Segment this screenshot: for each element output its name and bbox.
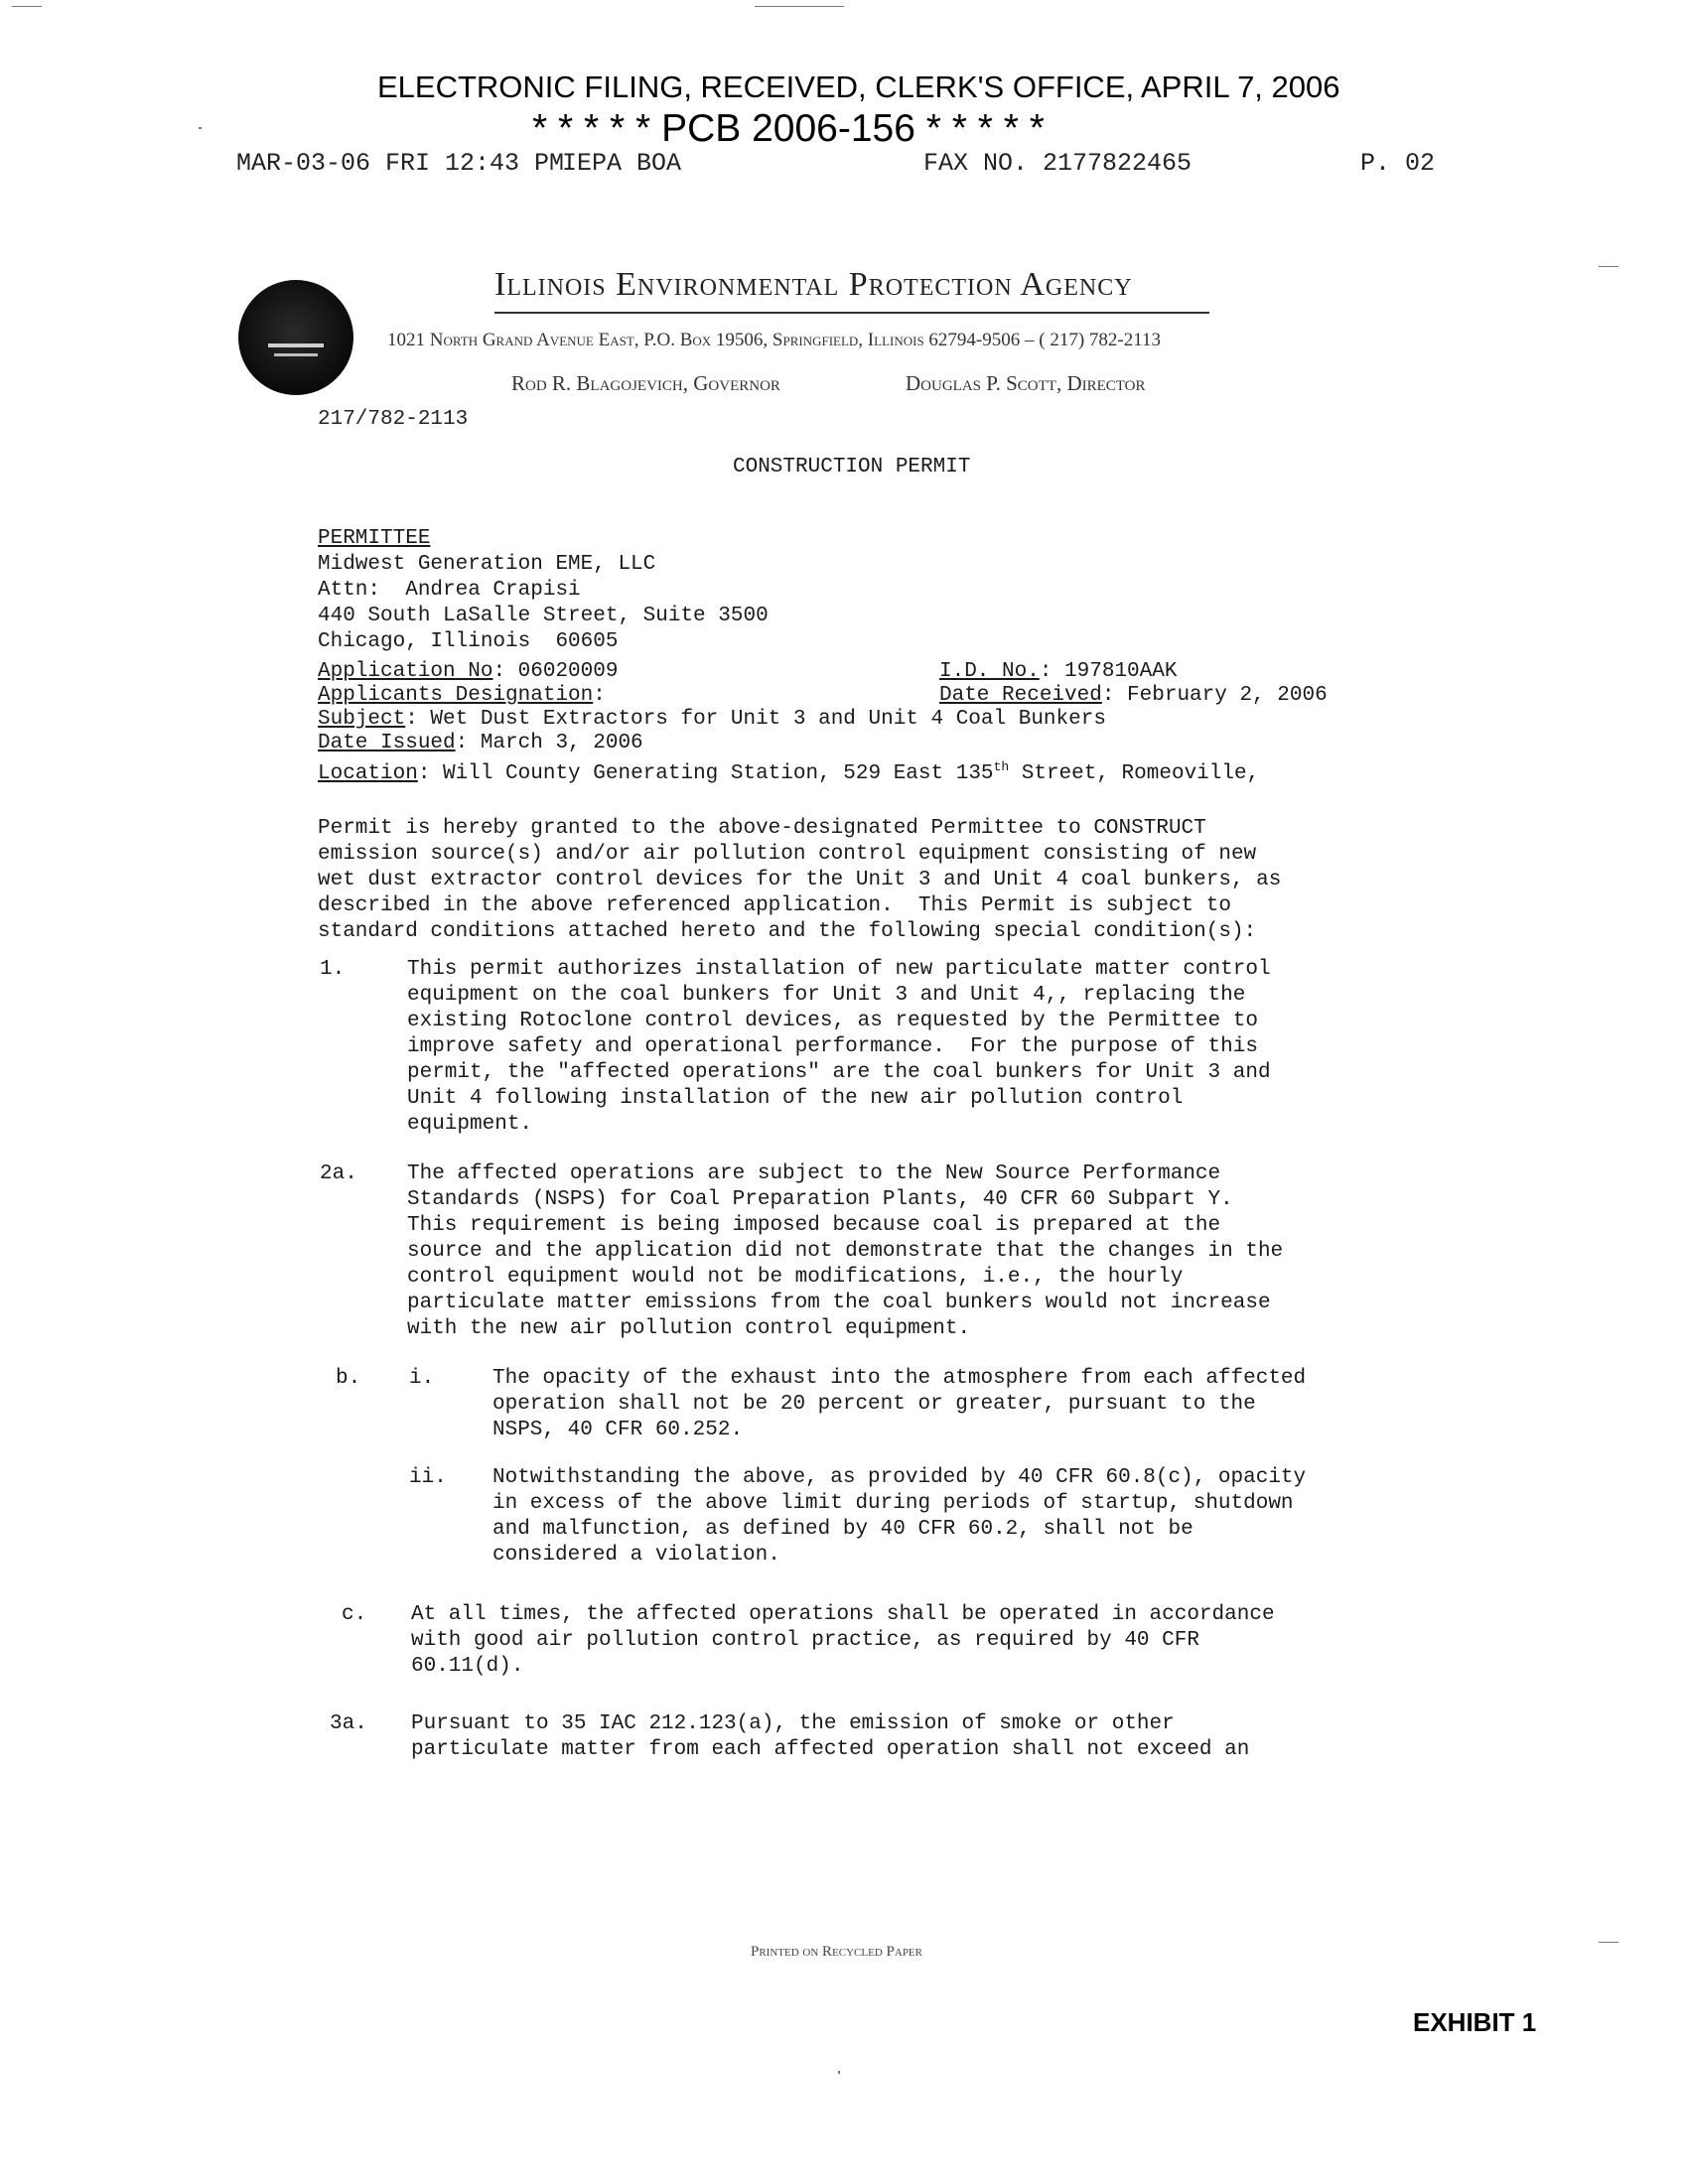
condition-b-ii-text (492, 1465, 1306, 1569)
condition-line: control equipment would not be modifications, i.e., the hourly (407, 1266, 1184, 1289)
permittee-attn: Attn: Andrea Crapisi (318, 579, 581, 602)
received-value: : February 2, 2006 (1101, 684, 1328, 707)
condition-line: permit, the "affected operations" are the coal bunkers for Unit 3 and (407, 1061, 1271, 1084)
id-label: I.D. No. (939, 660, 1040, 683)
id-value: : 197810AAK (1039, 660, 1178, 683)
permittee-name: Midwest Generation EME, LLC (318, 553, 656, 576)
condition-line: 60.11(d). (411, 1655, 524, 1678)
intro-line: wet dust extractor control devices for the Unit 3 and Unit 4 coal bunkers, as (318, 869, 1282, 891)
condition-line: equipment. (407, 1113, 533, 1136)
condition-line: improve safety and operational performance. For the purpose of this (407, 1035, 1258, 1058)
subject (318, 707, 1106, 733)
permittee-block (318, 526, 769, 655)
condition-line: Pursuant to 35 IAC 212.123(a), the emission of smoke or other (411, 1712, 1175, 1735)
date-received (939, 683, 1328, 709)
filing-stamp: ELECTRONIC FILING, RECEIVED, CLERK'S OFFICE, APRIL 7, 2006 (377, 69, 1340, 104)
id-number (939, 659, 1177, 685)
fax-office: IEPA BOA (562, 149, 682, 178)
condition-line: source and the application did not demonstrate that the changes in the (407, 1240, 1284, 1263)
exhibit-label: EXHIBIT 1 (1413, 2007, 1537, 2037)
intro-line: Permit is hereby granted to the above-designated Permittee to CONSTRUCT (318, 817, 1206, 840)
fax-page: P. 02 (1360, 149, 1436, 178)
intro-line: emission source(s) and/or air pollution control equipment consisting of new (318, 843, 1257, 866)
fax-datetime: MAR-03-06 FRI 12:43 PM (236, 149, 565, 178)
recycled-paper-note: Printed on Recycled Paper (751, 1944, 922, 1960)
permittee-street: 440 South LaSalle Street, Suite 3500 (318, 605, 769, 627)
condition-line: particulate matter from each affected operation shall not exceed an (411, 1738, 1250, 1761)
location-value: : Will County Generating Station, 529 East 135 (417, 762, 994, 785)
condition-c-number: c. (342, 1603, 367, 1626)
permittee-heading: PERMITTEE (318, 527, 431, 550)
intro-line: standard conditions attached hereto and the following special condition(s): (318, 920, 1257, 943)
condition-1-text (407, 957, 1271, 1138)
condition-2a-number: 2a. (320, 1162, 357, 1185)
subject-label: Subject (318, 708, 406, 731)
location (318, 754, 1259, 787)
condition-line: operation shall not be 20 percent or greater, pursuant to the (492, 1393, 1256, 1416)
intro-line: described in the above referenced application. This Permit is subject to (318, 894, 1231, 917)
agency-address: 1021 North Grand Avenue East, P.O. Box 19506, Springfield, Illinois 62794-9506 – ( 217) 782-2113 (387, 330, 1162, 350)
scan-speck (755, 6, 844, 7)
document-title: CONSTRUCTION PERMIT (733, 456, 971, 478)
scan-speck (1599, 1942, 1618, 1943)
letterhead-rule (494, 312, 1209, 314)
fax-number: FAX NO. 2177822465 (923, 149, 1193, 178)
condition-3a-number: 3a. (330, 1712, 367, 1735)
condition-line: with good air pollution control practice, as required by 40 CFR (411, 1629, 1199, 1652)
condition-line: NSPS, 40 CFR 60.252. (492, 1419, 744, 1441)
scan-speck (1599, 266, 1618, 267)
agency-name: Illinois Environmental Protection Agency (494, 266, 1133, 303)
designation-value: : (593, 684, 606, 707)
condition-3a-text (411, 1711, 1249, 1763)
scan-speck (12, 6, 42, 7)
condition-line: considered a violation. (492, 1544, 780, 1567)
location-superscript: th (993, 759, 1010, 774)
application-value: : 06020009 (492, 660, 619, 683)
condition-line: with the new air pollution control equipment. (407, 1317, 971, 1340)
condition-line: and malfunction, as defined by 40 CFR 60.2, shall not be (492, 1518, 1193, 1541)
contact-phone: 217/782-2113 (318, 408, 469, 431)
condition-b-i-number: i. (409, 1367, 435, 1390)
condition-line: equipment on the coal bunkers for Unit 3 and Unit 4,, replacing the (407, 984, 1246, 1007)
subject-value: : Wet Dust Extractors for Unit 3 and Unit 4 Coal Bunkers (405, 708, 1106, 731)
location-value-rest: Street, Romeoville, (1009, 762, 1260, 785)
condition-line: At all times, the affected operations shall be operated in accordance (411, 1603, 1275, 1626)
condition-b-i-text (492, 1366, 1306, 1443)
location-label: Location (318, 762, 418, 785)
scan-speck (199, 127, 202, 129)
permittee-city: Chicago, Illinois 60605 (318, 630, 619, 653)
condition-1-number: 1. (320, 958, 346, 981)
condition-c-text (411, 1602, 1275, 1680)
condition-line: in excess of the above limit during periods of startup, shutdown (492, 1492, 1294, 1515)
condition-line: Standards (NSPS) for Coal Preparation Plants, 40 CFR 60 Subpart Y. (407, 1188, 1233, 1211)
condition-line: This permit authorizes installation of new particulate matter control (407, 958, 1271, 981)
agency-seal (238, 280, 353, 395)
condition-2a-text (407, 1161, 1283, 1342)
condition-line: Unit 4 following installation of the new air pollution control (407, 1087, 1184, 1110)
scan-speck (838, 2071, 840, 2074)
date-issued (318, 731, 643, 756)
issued-value: : March 3, 2006 (455, 732, 643, 754)
condition-line: existing Rotoclone control devices, as requested by the Permittee to (407, 1010, 1258, 1032)
governor-name: Rod R. Blagojevich, Governor (511, 371, 780, 395)
application-number (318, 659, 618, 685)
condition-line: Notwithstanding the above, as provided by 40 CFR 60.8(c), opacity (492, 1466, 1307, 1489)
condition-line: particulate matter emissions from the coal bunkers would not increase (407, 1292, 1271, 1314)
application-label: Application No (318, 660, 493, 683)
condition-b-ii-number: ii. (409, 1466, 447, 1489)
condition-b-number: b. (336, 1367, 361, 1390)
intro-paragraph (318, 816, 1281, 945)
director-name: Douglas P. Scott, Director (906, 371, 1146, 395)
received-label: Date Received (939, 684, 1102, 707)
condition-line: The affected operations are subject to the New Source Performance (407, 1162, 1221, 1185)
issued-label: Date Issued (318, 732, 456, 754)
designation-label: Applicants Designation (318, 684, 594, 707)
case-number: * * * * * PCB 2006-156 * * * * * (532, 107, 1045, 150)
condition-line: The opacity of the exhaust into the atmosphere from each affected (492, 1367, 1307, 1390)
condition-line: This requirement is being imposed because coal is prepared at the (407, 1214, 1221, 1237)
applicants-designation (318, 683, 606, 709)
